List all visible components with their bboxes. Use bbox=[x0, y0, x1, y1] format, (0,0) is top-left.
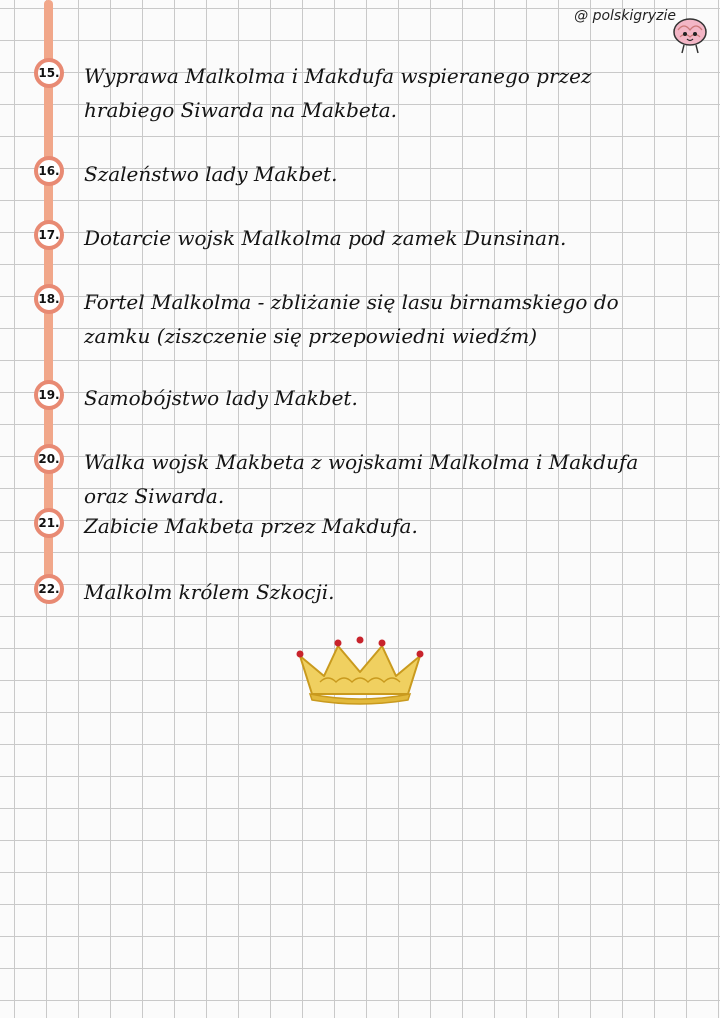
item-text: Szaleństwo lady Makbet. bbox=[84, 162, 338, 186]
item-number: 19. bbox=[34, 380, 64, 410]
item-text: Samobójstwo lady Makbet. bbox=[84, 386, 358, 410]
item-number: 21. bbox=[34, 508, 64, 538]
item-number: 22. bbox=[34, 574, 64, 604]
crown-icon bbox=[290, 634, 430, 706]
item-number: 16. bbox=[34, 156, 64, 186]
item-number: 17. bbox=[34, 220, 64, 250]
item-text: Zabicie Makbeta przez Makdufa. bbox=[84, 514, 418, 538]
item-number: 20. bbox=[34, 444, 64, 474]
item-text: Malkolm królem Szkocji. bbox=[84, 580, 335, 604]
item-number: 15. bbox=[34, 58, 64, 88]
item-number: 18. bbox=[34, 284, 64, 314]
brain-mascot-icon bbox=[668, 12, 712, 56]
item-text: Fortel Malkolma - zbliżanie się lasu birnamskiego do zamku (ziszczenie się przepowiedni wiedźm) bbox=[84, 290, 619, 348]
author-handle: @ polskigryzie bbox=[574, 8, 676, 24]
item-text: Dotarcie wojsk Malkolma pod zamek Dunsinan. bbox=[84, 226, 567, 250]
item-text: Walka wojsk Makbeta z wojskami Malkolma i Makdufa oraz Siwarda. bbox=[84, 450, 639, 508]
item-text: Wyprawa Malkolma i Makdufa wspieranego przez hrabiego Siwarda na Makbeta. bbox=[84, 64, 592, 122]
